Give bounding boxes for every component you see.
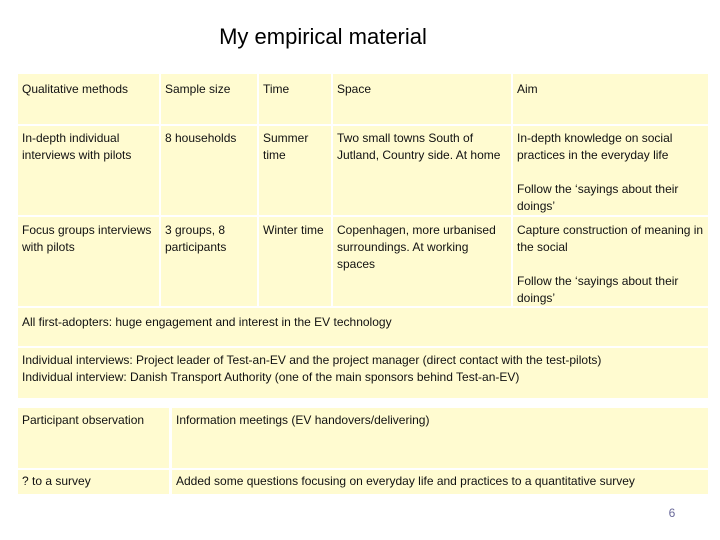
page-number: 6 [668, 506, 676, 520]
table2-row-1-description: Information meetings (EV handovers/delivering) [172, 408, 708, 468]
aim-note: Follow the ‘sayings about their doings’ [517, 182, 679, 213]
table-row-1-space: Two small towns South of Jutland, Country side. At home [333, 126, 511, 215]
table-row-2-aim [513, 217, 708, 306]
table-row-2-method: Focus groups interviews with pilots [18, 217, 159, 306]
aim-text: In-depth knowledge on social practices in the everyday life [517, 131, 673, 162]
header-qualitative-methods: Qualitative methods [18, 74, 159, 124]
header-aim: Aim [513, 74, 708, 124]
first-adopters-note: All first-adopters: huge engagement and interest in the EV technology [18, 308, 708, 346]
table-row-1-aim [513, 126, 708, 215]
table-row-2-sample: 3 groups, 8 participants [161, 217, 257, 306]
aim-note: Follow the ‘sayings about their doings’ [517, 274, 679, 305]
table-row-1-sample: 8 households [161, 126, 257, 215]
interview-line-2: Individual interview: Danish Transport Authority (one of the main sponsors behind Test-an-EV) [22, 370, 520, 384]
table-row-1-time: Summer time [259, 126, 331, 215]
header-time: Time [259, 74, 331, 124]
header-space: Space [333, 74, 511, 124]
slide-title: My empirical material [219, 24, 427, 49]
table-row-2-time: Winter time [259, 217, 331, 306]
interviews-block [18, 348, 708, 398]
table-row-2-space: Copenhagen, more urbanised surroundings. At working spaces [333, 217, 511, 306]
aim-text: Capture construction of meaning in the social [517, 223, 704, 254]
interview-line-1: Individual interviews: Project leader of Test-an-EV and the project manager (direct contact with the test-pilots) [22, 353, 602, 367]
table-row-1-method: In-depth individual interviews with pilots [18, 126, 159, 215]
table2-row-2-description: Added some questions focusing on everyday life and practices to a quantitative survey [172, 470, 708, 494]
header-sample-size: Sample size [161, 74, 257, 124]
table2-row-2-label: ? to a survey [18, 470, 169, 494]
table2-row-1-label: Participant observation [18, 408, 169, 468]
